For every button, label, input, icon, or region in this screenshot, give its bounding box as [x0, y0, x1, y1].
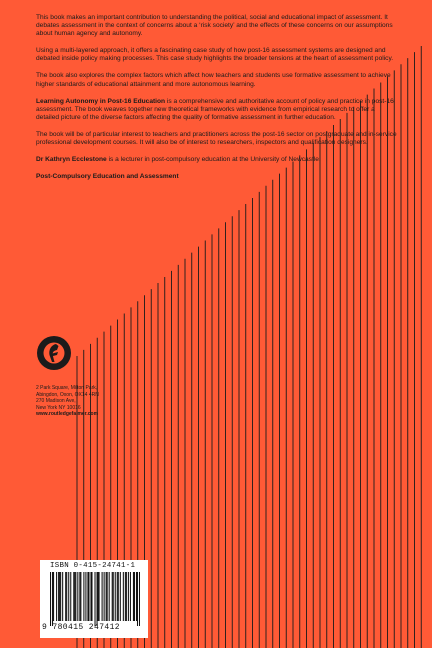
barcode-bar	[102, 572, 103, 621]
barcode-bar	[112, 572, 113, 621]
barcode-bar	[68, 572, 69, 621]
barcode-bar	[98, 572, 99, 621]
barcode-bar	[80, 572, 81, 621]
barcode-bar	[50, 572, 51, 626]
barcode-bar	[87, 572, 88, 621]
barcode-bar	[79, 572, 80, 621]
publisher-address	[36, 385, 99, 418]
barcode-bar	[65, 572, 66, 621]
address-line: 270 Madison Ave,	[36, 398, 76, 405]
isbn-label: ISBN 0-415-24741-1	[50, 562, 136, 570]
barcode-bar	[123, 572, 124, 621]
barcode-bar	[137, 572, 138, 626]
barcode-bar	[133, 572, 134, 621]
paragraph-4	[36, 98, 398, 122]
barcode-bar	[109, 572, 110, 621]
barcode-bar	[134, 572, 135, 621]
barcode-bar	[117, 572, 118, 621]
barcode-bar	[118, 572, 119, 621]
publisher-logo-icon	[36, 335, 72, 371]
series-title: Post-Compulsory Education and Assessment	[36, 173, 179, 181]
barcode-bar	[99, 572, 100, 621]
author-bio: is a lecturer in post-compulsory education at the University of Newcastle.	[106, 156, 321, 164]
address-line: New York NY 10016	[36, 404, 81, 411]
barcode-bar	[126, 572, 127, 621]
barcode-bar	[106, 572, 107, 621]
address-line: Abingdon, Oxon, OX14 4RN	[36, 391, 99, 398]
isbn-barcode	[40, 560, 148, 638]
paragraph-1: This book makes an important contribution to understanding the political, social and educational impact of assessment. It debates assessment in the context of concerns about a ‘risk society’ and the effects of these concerns on our assumptions about human agency and autonomy.	[36, 14, 393, 38]
barcode-bars	[50, 572, 140, 626]
paragraph-4-body: is a comprehensive and authoritative account of policy and practice in post-16 assessment. The book weaves together new theoretical frameworks with evidence from empirical research to offer a detailed picture of the diverse factors affecting the quality of formative assessment in further education.	[36, 97, 394, 121]
barcode-bar	[97, 572, 98, 626]
barcode-bar	[73, 572, 74, 621]
address-line: 2 Park Square, Milton Park,	[36, 385, 98, 391]
barcode-bar	[77, 572, 78, 621]
barcode-bar	[115, 572, 116, 621]
barcode-bar	[66, 572, 67, 621]
author-name: Dr Kathryn Ecclestone	[36, 156, 107, 164]
barcode-bar	[120, 572, 121, 621]
publisher-website-link[interactable]: www.routledgefalmer.com	[36, 411, 99, 418]
barcode-bar	[91, 572, 92, 621]
barcode-digits: 9 780415 247412	[42, 623, 121, 632]
barcode-bar	[60, 572, 61, 621]
barcode-bar	[70, 572, 71, 621]
barcode-bar	[107, 572, 108, 621]
barcode-bar	[136, 572, 137, 621]
barcode-bar	[94, 572, 95, 626]
barcode-bar	[90, 572, 91, 621]
barcode-bar	[125, 572, 126, 621]
barcode-bar	[128, 572, 129, 621]
barcode-bar	[85, 572, 86, 621]
paragraph-6	[36, 156, 398, 164]
barcode-bar	[56, 572, 57, 621]
barcode-bar	[139, 572, 140, 626]
barcode-bar	[104, 572, 105, 621]
paragraph-5: The book will be of particular interest to teachers and practitioners across the post-16 sector on postgraduate and in-service professional development courses. It will also be of interest to researchers, inspectors and qualification designers.	[36, 130, 397, 147]
book-title: Learning Autonomy in Post-16 Education	[36, 97, 166, 105]
barcode-bar	[62, 572, 63, 621]
paragraph-3: The book also explores the complex factors which affect how teachers and students use formative assessment to achieve higher standards of educational attainment and more autonomous learning.	[36, 72, 391, 88]
barcode-bar	[75, 572, 76, 621]
barcode-bar	[88, 572, 89, 621]
barcode-bar	[83, 572, 84, 621]
blurb	[36, 14, 398, 190]
barcode-bar	[58, 572, 59, 621]
barcode-bar	[113, 572, 114, 621]
barcode-bar	[52, 572, 53, 626]
barcode-bar	[59, 572, 60, 621]
barcode-bar	[74, 572, 75, 621]
barcode-bar	[130, 572, 131, 621]
paragraph-2: Using a multi-layered approach, it offers a fascinating case study of how post-16 assessment systems are designed and debated inside policy making processes. This case study highlights the broader tensions at the heart of assessment policy.	[36, 47, 394, 63]
barcode-bar	[53, 572, 54, 621]
